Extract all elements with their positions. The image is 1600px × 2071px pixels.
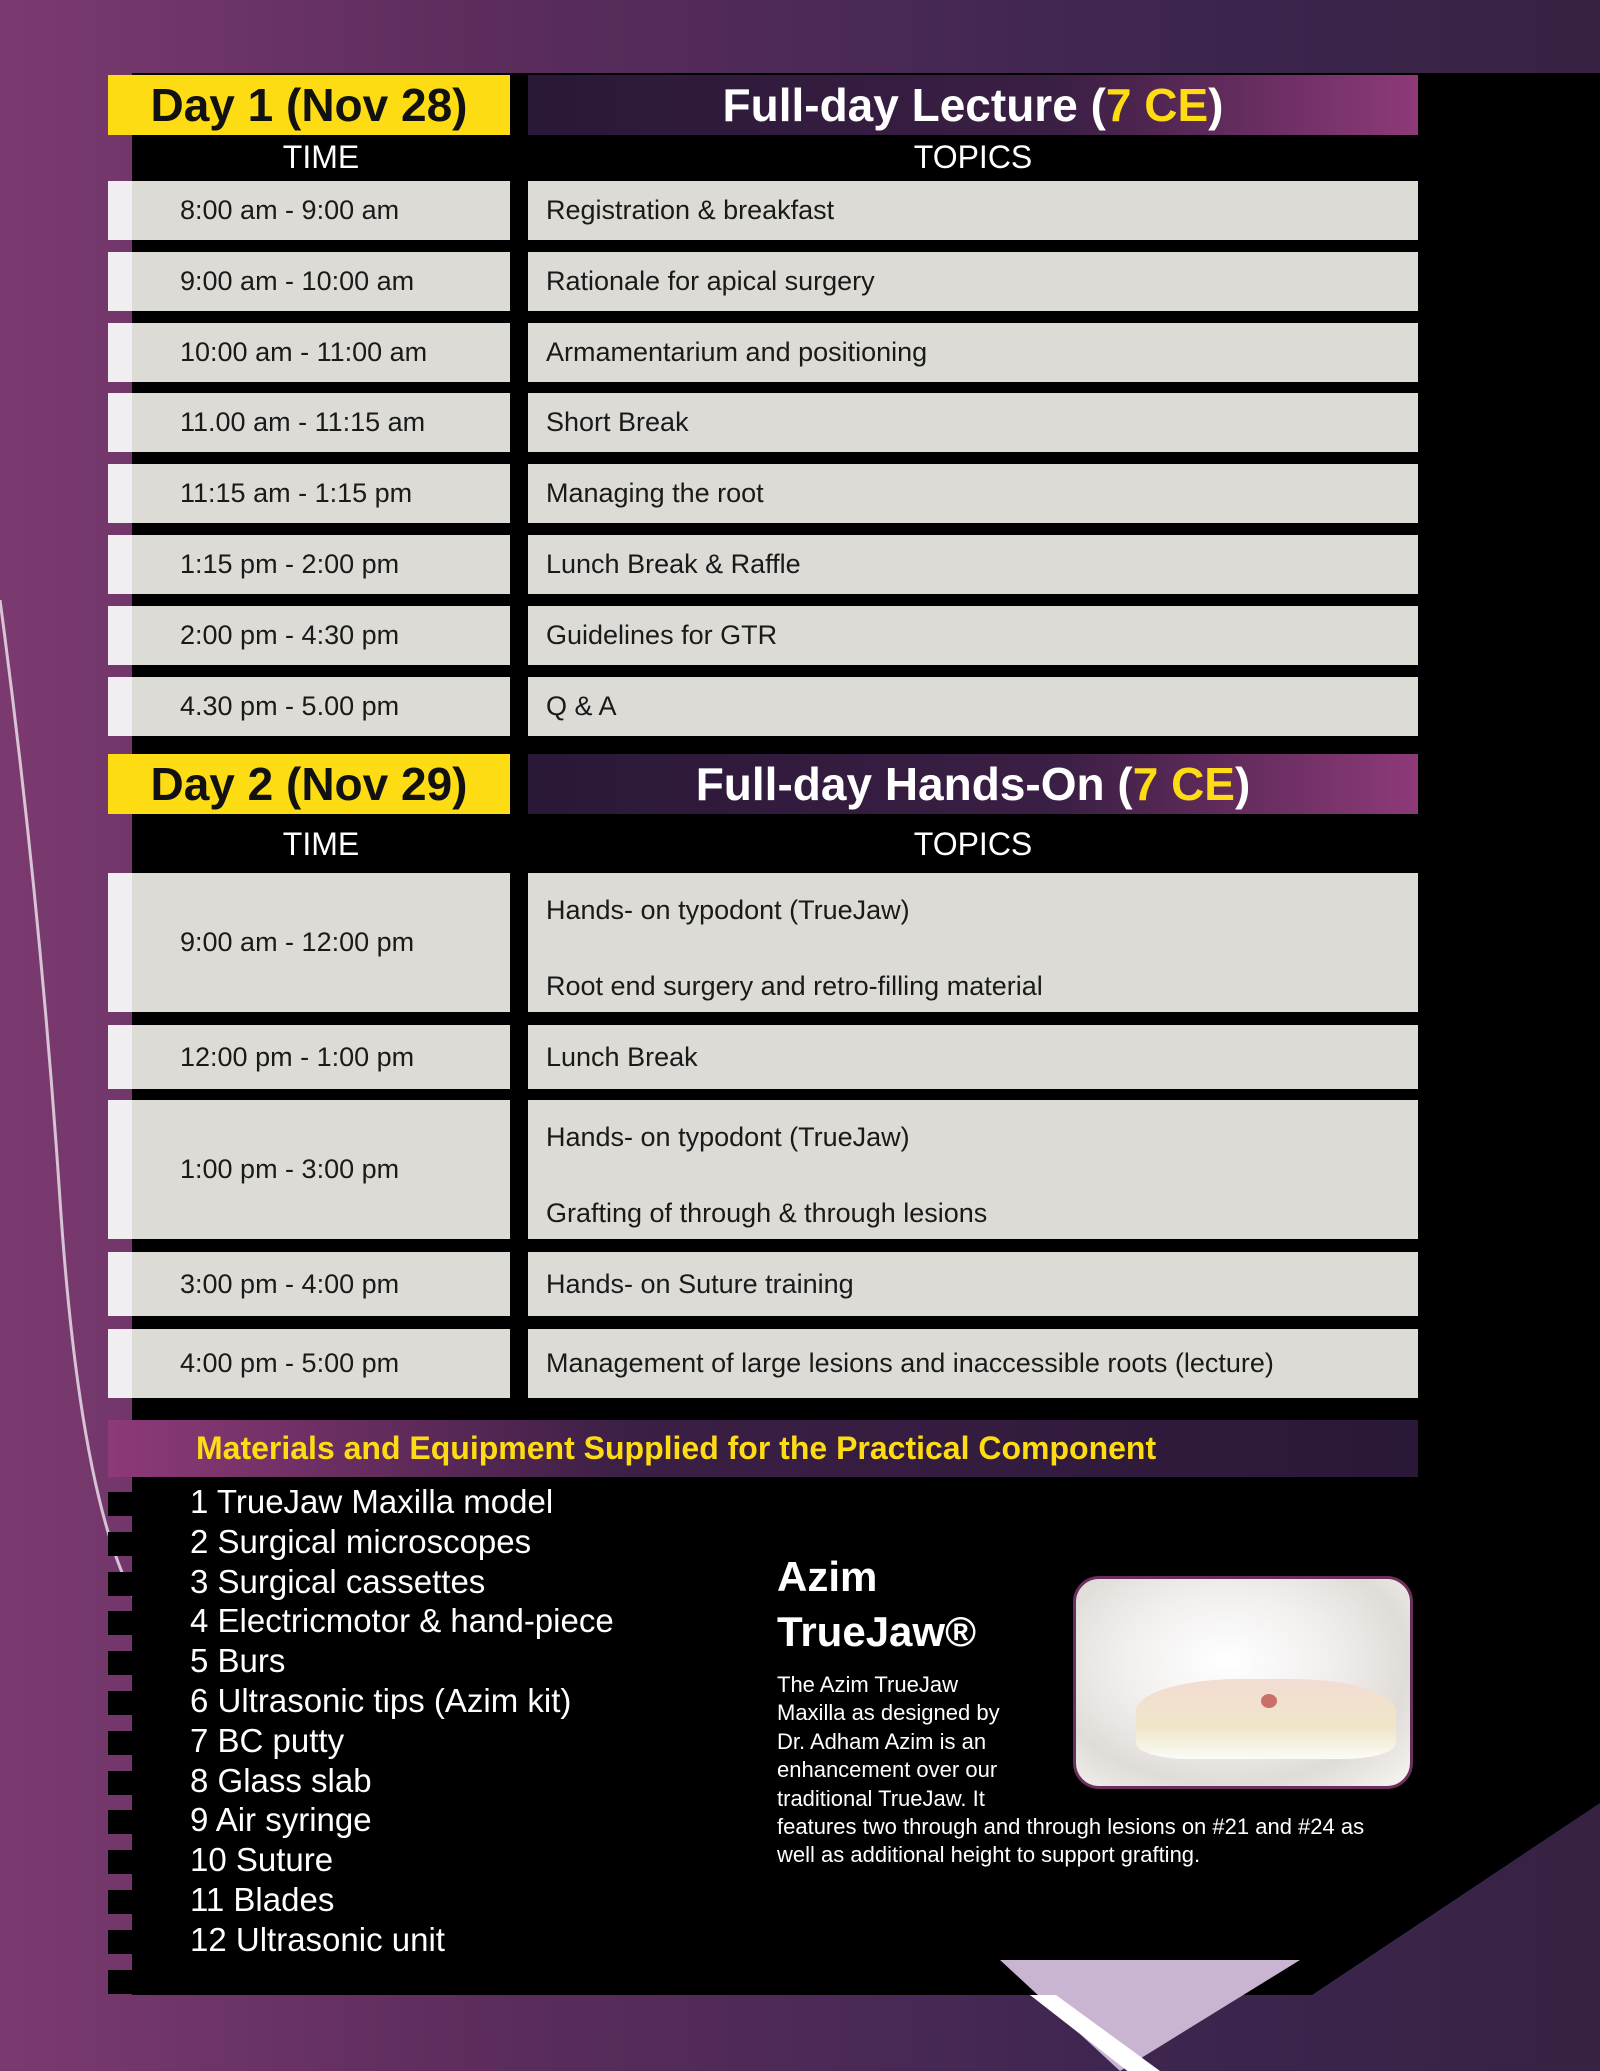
time-cell: 9:00 am - 12:00 pm — [108, 873, 510, 1012]
materials-list — [190, 1482, 614, 1960]
heading-end: ) — [1234, 758, 1251, 810]
day1-heading — [528, 75, 1418, 135]
time-cell: 3:00 pm - 4:00 pm — [108, 1252, 510, 1316]
list-notch — [108, 1731, 132, 1755]
time-cell: 11:15 am - 1:15 pm — [108, 464, 510, 523]
materials-title: Materials and Equipment Supplied for the Practical Component — [108, 1420, 1418, 1477]
product-title-line1: Azim — [777, 1553, 878, 1600]
heading-text: Full-day Hands-On ( — [695, 758, 1133, 810]
ce-credits: 7 CE — [1105, 79, 1209, 131]
list-notch — [108, 1492, 132, 1516]
topic-cell: Lunch Break & Raffle — [528, 535, 1418, 594]
topic-cell: Lunch Break — [528, 1025, 1418, 1089]
topics-header: TOPICS — [913, 139, 1033, 175]
topic-cell: Q & A — [528, 677, 1418, 736]
time-header: TIME — [282, 826, 360, 862]
materials-list-item: 1 TrueJaw Maxilla model — [190, 1483, 554, 1520]
time-cell: 2:00 pm - 4:30 pm — [108, 606, 510, 665]
day2-label: Day 2 (Nov 29) — [108, 754, 510, 814]
materials-list-item: 8 Glass slab — [190, 1761, 372, 1799]
time-cell: 9:00 am - 10:00 am — [108, 252, 510, 311]
list-notch — [108, 1572, 132, 1596]
topics-header: TOPICS — [913, 826, 1033, 862]
topic-cell: Rationale for apical surgery — [528, 252, 1418, 311]
time-header: TIME — [282, 139, 360, 175]
description-line: enhancement over our — [777, 1757, 998, 1783]
topic-line: Root end surgery and retro-filling material — [546, 971, 1043, 1001]
materials-list-item: 7 BC putty — [190, 1721, 345, 1759]
time-cell: 11.00 am - 11:15 am — [108, 393, 510, 452]
time-cell: 4:00 pm - 5:00 pm — [108, 1329, 510, 1398]
description-line: The Azim TrueJaw — [777, 1672, 958, 1697]
ce-credits: 7 CE — [1132, 758, 1235, 810]
topic-cell: Armamentarium and positioning — [528, 323, 1418, 382]
topic-cell — [528, 873, 1418, 1012]
topic-cell: Guidelines for GTR — [528, 606, 1418, 665]
list-notch — [108, 1970, 132, 1994]
day1-label: Day 1 (Nov 28) — [108, 75, 510, 135]
list-notch — [108, 1890, 132, 1914]
decorative-triangle — [1000, 1960, 1300, 2071]
topic-cell — [528, 1100, 1418, 1239]
list-notch — [108, 1651, 132, 1675]
topic-cell: Hands- on Suture training — [528, 1252, 1418, 1316]
list-notch — [108, 1850, 132, 1874]
time-cell: 12:00 pm - 1:00 pm — [108, 1025, 510, 1089]
description-rest: features two through and through lesions on #21 and #24 as well as additional height to support grafting. — [777, 1814, 1365, 1868]
time-cell: 8:00 am - 9:00 am — [108, 181, 510, 240]
topic-line: Grafting of through & through lesions — [546, 1198, 988, 1228]
description-line: Dr. Adham Azim is an — [777, 1728, 987, 1754]
time-cell: 1:00 pm - 3:00 pm — [108, 1100, 510, 1239]
materials-list-item: 3 Surgical cassettes — [190, 1562, 486, 1600]
heading-text: Full-day Lecture ( — [722, 79, 1106, 131]
list-notch — [108, 1691, 132, 1715]
list-notch — [108, 1930, 132, 1954]
heading-end: ) — [1208, 79, 1224, 131]
topic-cell: Management of large lesions and inaccessible roots (lecture) — [528, 1329, 1418, 1398]
materials-list-item: 5 Burs — [190, 1642, 286, 1680]
time-cell: 4.30 pm - 5.00 pm — [108, 677, 510, 736]
topic-line: Hands- on typodont (TrueJaw) — [546, 895, 910, 925]
list-notch — [108, 1532, 132, 1556]
materials-list-item: 11 Blades — [190, 1880, 335, 1918]
description-line: traditional TrueJaw. It — [777, 1785, 985, 1811]
day2-heading — [528, 754, 1418, 814]
list-notch — [108, 1611, 132, 1635]
list-notch — [108, 1771, 132, 1795]
materials-list-item: 9 Air syringe — [190, 1801, 372, 1839]
time-cell: 1:15 pm - 2:00 pm — [108, 535, 510, 594]
materials-list-item: 4 Electricmotor & hand-piece — [190, 1602, 614, 1640]
time-cell: 10:00 am - 11:00 am — [108, 323, 510, 382]
topic-cell: Managing the root — [528, 464, 1418, 523]
truejaw-model-photo — [1073, 1576, 1413, 1789]
list-notch — [108, 1810, 132, 1834]
topic-cell: Registration & breakfast — [528, 181, 1418, 240]
product-title-line2: TrueJaw® — [777, 1608, 977, 1655]
materials-list-item: 12 Ultrasonic unit — [190, 1920, 445, 1958]
materials-list-item: 6 Ultrasonic tips (Azim kit) — [190, 1681, 572, 1719]
materials-list-item: 10 Suture — [190, 1841, 334, 1879]
description-line: Maxilla as designed by — [777, 1700, 1000, 1726]
materials-list-item: 2 Surgical microscopes — [190, 1522, 532, 1560]
topic-cell: Short Break — [528, 393, 1418, 452]
topic-line: Hands- on typodont (TrueJaw) — [546, 1122, 910, 1152]
